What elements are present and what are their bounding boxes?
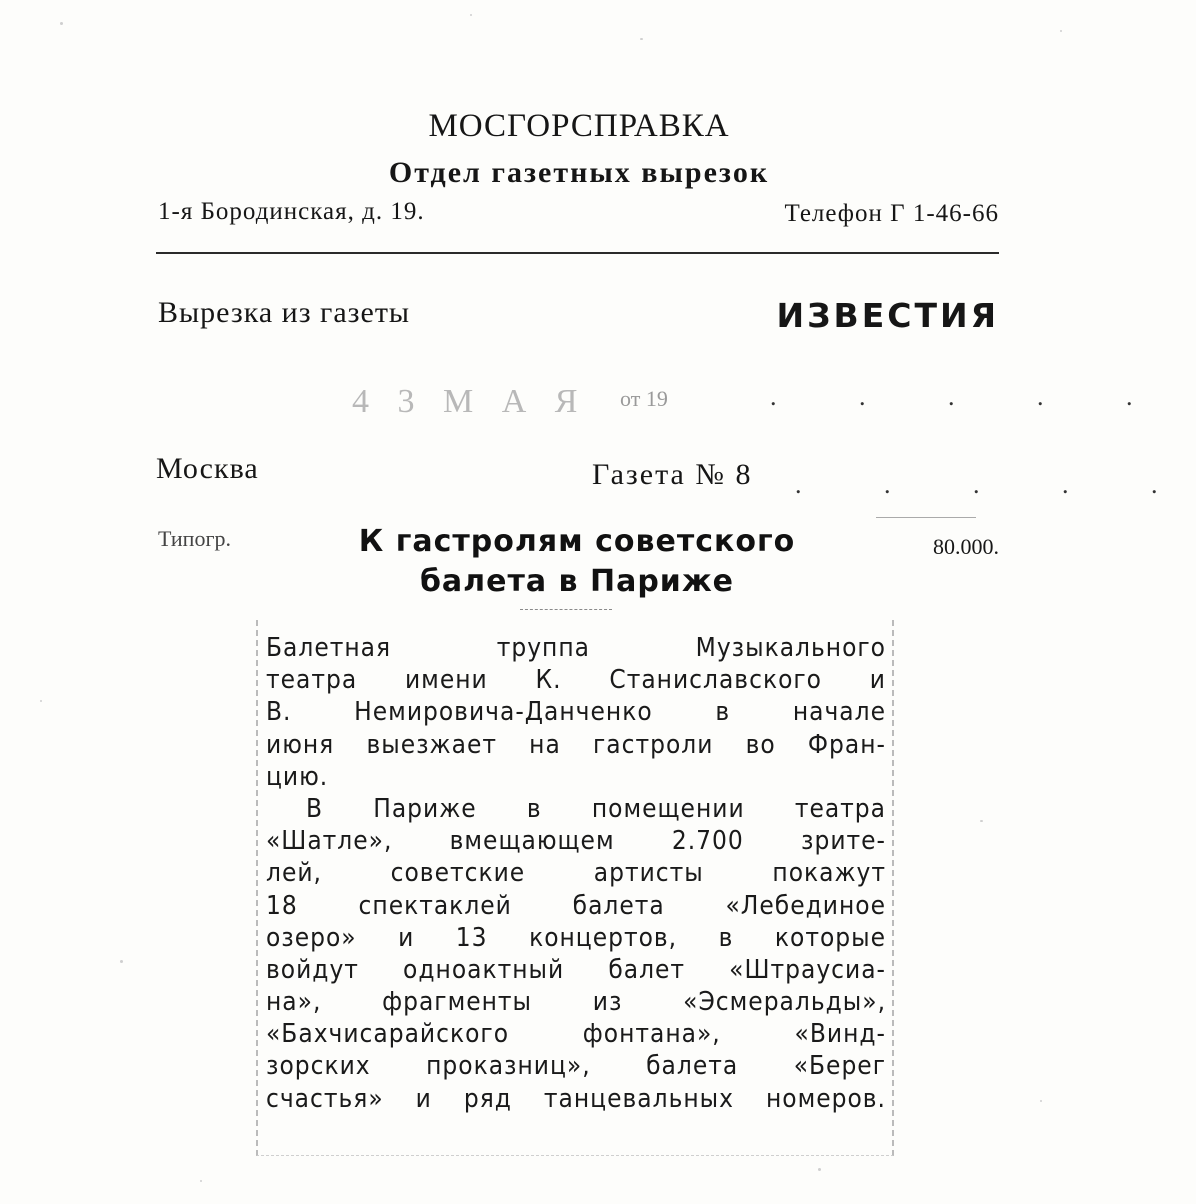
article-line: «Бахчисарайского фонтана», «Винд- — [266, 1019, 886, 1050]
date-stamp: 4 3 М А Я — [352, 383, 588, 420]
address: 1-я Бородинская, д. 19. — [158, 198, 425, 225]
article-line: зорских проказниц», балета «Берег — [266, 1051, 886, 1082]
scan-speck — [60, 22, 63, 25]
gazette-number-value: 8 — [735, 458, 753, 491]
article-body — [266, 632, 886, 1115]
article-line: «Шатле», вмещающем 2.700 зрите- — [266, 826, 886, 857]
newspaper-name: ИЗВЕСТИЯ — [776, 296, 999, 335]
date-stamp-from: от 19 — [620, 386, 668, 411]
article-headline — [330, 522, 824, 602]
article-line: озеро» и 13 концертов, в которые — [266, 922, 886, 953]
gazette-dots: . . . . . — [795, 470, 1196, 499]
scan-speck — [470, 14, 472, 16]
article-line: июня выезжает на гастроли во Фран- — [266, 729, 886, 760]
article-line: войдут одноактный балет «Штраусиа- — [266, 954, 886, 985]
typography-label: Типогр. — [158, 526, 231, 551]
article-line: В Париже в помещении театра — [306, 793, 886, 824]
scan-speck — [40, 700, 42, 702]
scan-speck — [1040, 1100, 1042, 1102]
organization-name: МОСГОРСПРАВКА — [428, 108, 730, 144]
date-dots: . . . . . — [770, 382, 1171, 411]
circulation-rule — [876, 517, 976, 518]
headline-divider — [520, 609, 612, 610]
city-label: Москва — [156, 452, 259, 485]
header-divider — [156, 252, 999, 254]
article-line: счастья» и ряд танцевальных номеров. — [266, 1083, 886, 1114]
article-line: В. Немировича-Данченко в начале — [266, 697, 886, 728]
headline-line-1: К гастролям советского — [358, 524, 796, 559]
scan-speck — [980, 820, 983, 822]
cutting-label: Вырезка из газеты — [158, 296, 411, 329]
article-line: театра имени К. Станиславского и — [266, 665, 886, 696]
department-name: Отдел газетных вырезок — [388, 156, 770, 189]
scan-speck — [640, 38, 643, 40]
scan-speck — [200, 1180, 202, 1182]
gazette-label: Газета № — [592, 458, 726, 491]
article-line: Балетная труппа Музыкального — [266, 633, 886, 663]
scan-speck — [120, 960, 123, 963]
circulation: 80.000. — [933, 534, 999, 559]
phone-number: Телефон Г 1-46-66 — [784, 200, 999, 227]
article-line: лей, советские артисты покажут — [266, 858, 886, 889]
scan-speck — [818, 1168, 821, 1171]
headline-line-2: балета в Париже — [419, 564, 735, 599]
scan-speck — [1060, 30, 1062, 32]
gazette-number — [592, 458, 753, 492]
article-line: на», фрагменты из «Эсмеральды», — [266, 987, 886, 1018]
article-line: цию. — [266, 761, 329, 792]
article-line: 18 спектаклей балета «Лебединое — [266, 890, 886, 921]
